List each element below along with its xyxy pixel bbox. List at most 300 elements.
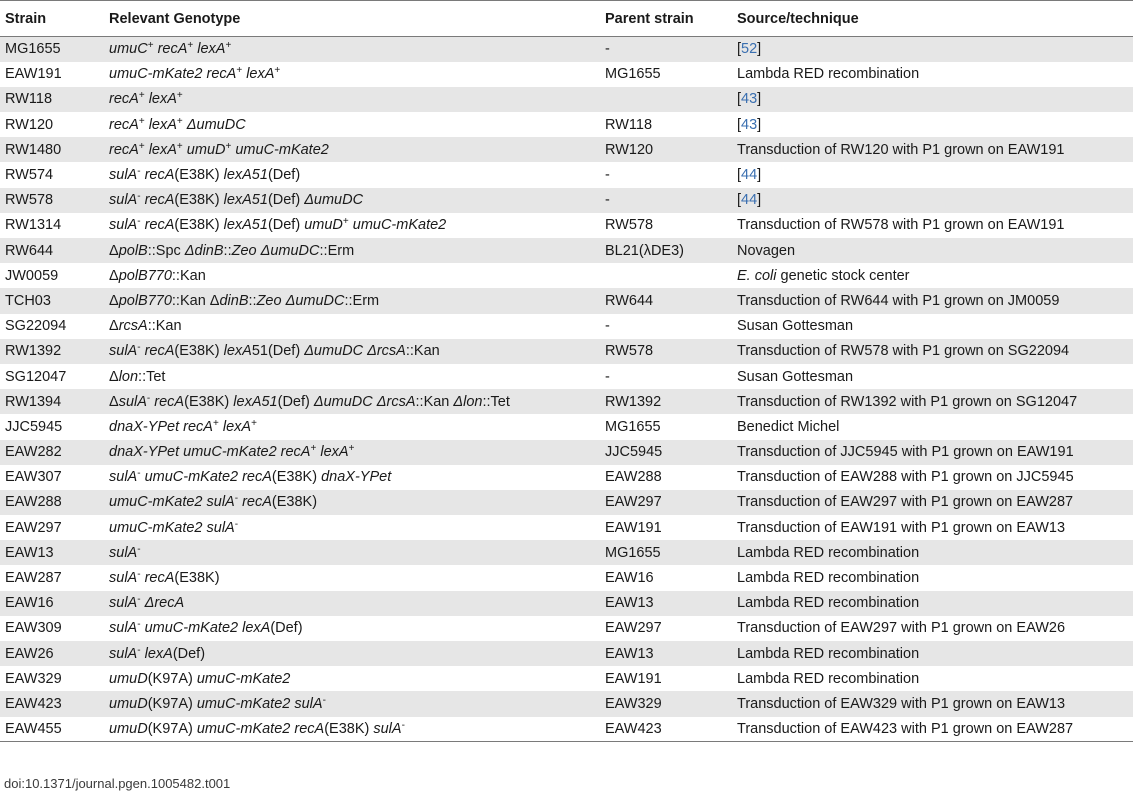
cell-genotype bbox=[104, 37, 600, 62]
text-run: Transduction of RW578 with P1 grown on SG22094 bbox=[737, 343, 1070, 360]
cell-source bbox=[732, 389, 1133, 414]
text-run: Δ bbox=[109, 242, 119, 259]
text-run: Δ bbox=[109, 318, 119, 335]
table-row bbox=[0, 263, 1133, 288]
cell-parent: EAW191 bbox=[605, 670, 662, 687]
text-run: Novagen bbox=[737, 242, 796, 259]
cell-genotype bbox=[104, 540, 600, 565]
text-run: Transduction of RW1392 with P1 grown on SG12047 bbox=[737, 393, 1078, 410]
italic-text: sulA bbox=[109, 595, 138, 612]
cell-genotype bbox=[104, 364, 600, 389]
text-run: Susan Gottesman bbox=[737, 368, 854, 385]
italic-text: sulA bbox=[109, 217, 138, 234]
italic-text: lexA bbox=[148, 116, 177, 133]
cell-strain: EAW282 bbox=[5, 444, 62, 461]
cell-source bbox=[732, 87, 1133, 112]
text-run: :: bbox=[248, 292, 257, 309]
text-run: Δ bbox=[109, 393, 119, 410]
table-row bbox=[0, 540, 1133, 565]
text-run: (Def) bbox=[267, 167, 301, 184]
superscript: + bbox=[212, 417, 219, 429]
text-run: Transduction of RW644 with P1 grown on JM0059 bbox=[737, 292, 1060, 309]
italic-text: umuC-mKate2 bbox=[235, 141, 329, 158]
text-run: ::Kan bbox=[147, 318, 182, 335]
cell-parent: EAW297 bbox=[605, 494, 662, 511]
cell-parent: RW578 bbox=[605, 217, 654, 234]
cell-parent: EAW13 bbox=[605, 595, 654, 612]
text-run: Δ bbox=[109, 368, 119, 385]
text-run: ] bbox=[757, 41, 762, 58]
text-run: Δ bbox=[109, 292, 119, 309]
cell-source bbox=[732, 188, 1133, 213]
italic-text: lexA51 bbox=[223, 192, 268, 209]
text-run: ::Spc bbox=[147, 242, 185, 259]
italic-text: umuC-mKate2 lexA bbox=[144, 620, 271, 637]
italic-text: ΔumuDC bbox=[304, 192, 364, 209]
text-run: (E38K) bbox=[271, 494, 318, 511]
cell-strain: JJC5945 bbox=[5, 418, 63, 435]
superscript: - bbox=[146, 392, 151, 404]
cell-strain: RW574 bbox=[5, 167, 54, 184]
cell-strain: RW644 bbox=[5, 242, 54, 259]
text-run: Transduction of JJC5945 with P1 grown on EAW191 bbox=[737, 444, 1074, 461]
cell-strain: RW1314 bbox=[5, 217, 62, 234]
reference-link[interactable]: 44 bbox=[741, 192, 758, 209]
text-run: ] bbox=[757, 116, 762, 133]
italic-text: umuC-mKate2 sulA bbox=[109, 519, 235, 536]
text-run: (K97A) bbox=[147, 695, 197, 712]
text-run: ::Kan bbox=[415, 393, 454, 410]
text-run: Δ bbox=[109, 267, 119, 284]
text-run: ] bbox=[757, 167, 762, 184]
table-row bbox=[0, 213, 1133, 238]
cell-genotype bbox=[104, 717, 600, 742]
cell-genotype bbox=[104, 238, 600, 263]
cell-strain: RW1394 bbox=[5, 393, 62, 410]
table-row bbox=[0, 188, 1133, 213]
italic-text: polB bbox=[118, 242, 148, 259]
italic-text: recA bbox=[144, 343, 175, 360]
superscript: - bbox=[234, 493, 239, 505]
text-run: ::Erm bbox=[344, 292, 380, 309]
text-run: Transduction of EAW288 with P1 grown on JJC5945 bbox=[737, 469, 1074, 486]
cell-source bbox=[732, 288, 1133, 313]
superscript: + bbox=[187, 40, 194, 52]
cell-strain: JW0059 bbox=[5, 267, 59, 284]
italic-text: recA bbox=[157, 41, 188, 58]
superscript: - bbox=[401, 719, 405, 731]
italic-text: recA bbox=[144, 217, 175, 234]
text-run: (K97A) bbox=[147, 720, 197, 737]
cell-genotype bbox=[104, 565, 600, 590]
cell-parent: - bbox=[605, 318, 610, 335]
text-run: Transduction of RW578 with P1 grown on EAW191 bbox=[737, 217, 1065, 234]
cell-parent: RW644 bbox=[605, 292, 654, 309]
italic-text: ΔrecA bbox=[144, 595, 185, 612]
text-run: Transduction of EAW329 with P1 grown on EAW13 bbox=[737, 695, 1066, 712]
superscript: - bbox=[234, 518, 239, 530]
text-run: (Def) bbox=[172, 645, 206, 662]
italic-text: lexA51 bbox=[233, 393, 278, 410]
cell-genotype bbox=[104, 666, 600, 691]
italic-text: umuD bbox=[109, 720, 148, 737]
text-run: ::Kan Δ bbox=[171, 292, 220, 309]
table-row bbox=[0, 717, 1133, 742]
italic-text: sulA bbox=[118, 393, 147, 410]
superscript: + bbox=[225, 140, 232, 152]
cell-source bbox=[732, 238, 1133, 263]
cell-genotype bbox=[104, 490, 600, 515]
text-run: Transduction of EAW191 with P1 grown on EAW13 bbox=[737, 519, 1066, 536]
table-row bbox=[0, 414, 1133, 439]
superscript: - bbox=[137, 166, 141, 178]
superscript: - bbox=[137, 619, 141, 631]
cell-genotype bbox=[104, 465, 600, 490]
italic-text: ΔumuDC ΔrcsA bbox=[304, 343, 406, 360]
text-run: [ bbox=[737, 192, 742, 209]
cell-genotype bbox=[104, 87, 600, 112]
cell-strain: EAW309 bbox=[5, 620, 62, 637]
text-run: Transduction of RW120 with P1 grown on EAW191 bbox=[737, 141, 1065, 158]
cell-source bbox=[732, 591, 1133, 616]
cell-parent: EAW423 bbox=[605, 720, 662, 737]
italic-text: polB770 bbox=[118, 292, 172, 309]
italic-text: umuC-mKate2 recA bbox=[144, 469, 272, 486]
italic-text: umuC-mKate2 bbox=[352, 217, 447, 234]
reference-link[interactable]: 43 bbox=[741, 116, 758, 133]
italic-text: umuD bbox=[109, 695, 148, 712]
text-run: ] bbox=[757, 91, 762, 108]
cell-parent: - bbox=[605, 192, 610, 209]
text-run: Susan Gottesman bbox=[737, 318, 854, 335]
superscript: + bbox=[138, 90, 145, 102]
italic-text: polB770 bbox=[118, 267, 172, 284]
italic-text: dnaX-YPet bbox=[321, 469, 392, 486]
cell-source bbox=[732, 162, 1133, 187]
cell-source bbox=[732, 364, 1133, 389]
header-source: Source/technique bbox=[737, 10, 859, 27]
italic-text: ΔdinB bbox=[184, 242, 224, 259]
table-row bbox=[0, 389, 1133, 414]
table-body bbox=[0, 37, 1133, 742]
superscript: - bbox=[137, 543, 141, 555]
text-run: (E38K) bbox=[174, 570, 220, 587]
table-row bbox=[0, 490, 1133, 515]
doi-caption: doi:10.1371/journal.pgen.1005482.t001 bbox=[4, 776, 231, 791]
cell-source bbox=[732, 490, 1133, 515]
cell-strain: EAW297 bbox=[5, 519, 62, 536]
table-row bbox=[0, 238, 1133, 263]
cell-genotype bbox=[104, 288, 600, 313]
cell-parent: MG1655 bbox=[605, 66, 661, 83]
superscript: + bbox=[138, 115, 145, 127]
text-run: Benedict Michel bbox=[737, 418, 840, 435]
cell-parent: EAW288 bbox=[605, 469, 662, 486]
header-genotype: Relevant Genotype bbox=[109, 10, 241, 27]
italic-text: E. coli bbox=[737, 267, 777, 284]
cell-source bbox=[732, 540, 1133, 565]
header-row bbox=[0, 1, 1133, 37]
superscript: + bbox=[236, 65, 243, 77]
italic-text: ΔumuDC ΔrcsA bbox=[313, 393, 416, 410]
cell-source bbox=[732, 666, 1133, 691]
cell-parent: - bbox=[605, 41, 610, 58]
cell-genotype bbox=[104, 440, 600, 465]
cell-strain: TCH03 bbox=[5, 292, 51, 309]
cell-parent bbox=[600, 263, 732, 288]
text-run: ::Tet bbox=[138, 368, 166, 385]
text-run: (E38K) bbox=[174, 217, 224, 234]
cell-genotype bbox=[104, 641, 600, 666]
italic-text: sulA bbox=[109, 620, 138, 637]
text-run: Lambda RED recombination bbox=[737, 645, 920, 662]
italic-text: umuC bbox=[109, 41, 148, 58]
table-row bbox=[0, 339, 1133, 364]
table-row bbox=[0, 162, 1133, 187]
text-run: [ bbox=[737, 167, 742, 184]
cell-strain: RW118 bbox=[5, 91, 53, 108]
reference-link[interactable]: 43 bbox=[741, 91, 758, 108]
italic-text: sulA bbox=[109, 167, 138, 184]
cell-strain: RW1392 bbox=[5, 343, 62, 360]
text-run: [ bbox=[737, 91, 742, 108]
text-run: ::Erm bbox=[319, 242, 355, 259]
cell-parent: EAW191 bbox=[605, 519, 662, 536]
text-run: ::Tet bbox=[482, 393, 510, 410]
superscript: - bbox=[137, 216, 141, 228]
italic-text: ΔumuDC bbox=[186, 116, 246, 133]
cell-strain: RW120 bbox=[5, 116, 54, 133]
cell-source bbox=[732, 213, 1133, 238]
text-run: (Def) bbox=[267, 217, 305, 234]
text-run: genetic stock center bbox=[776, 267, 910, 284]
cell-parent: RW1392 bbox=[605, 393, 662, 410]
text-run: (E38K) bbox=[324, 720, 374, 737]
italic-text: rcsA bbox=[118, 318, 148, 335]
cell-genotype bbox=[104, 314, 600, 339]
table-row bbox=[0, 112, 1133, 137]
text-run: Transduction of EAW297 with P1 grown on EAW287 bbox=[737, 494, 1074, 511]
italic-text: Zeo ΔumuDC bbox=[256, 292, 345, 309]
text-run: :: bbox=[223, 242, 232, 259]
cell-strain: MG1655 bbox=[5, 41, 61, 58]
superscript: + bbox=[342, 216, 349, 228]
italic-text: sulA bbox=[109, 192, 138, 209]
cell-parent: RW120 bbox=[605, 141, 654, 158]
cell-parent: - bbox=[605, 167, 610, 184]
superscript: + bbox=[274, 65, 281, 77]
cell-source bbox=[732, 37, 1133, 62]
cell-parent: MG1655 bbox=[605, 544, 661, 561]
cell-strain: EAW16 bbox=[5, 595, 54, 612]
superscript: - bbox=[137, 594, 141, 606]
cell-genotype bbox=[104, 188, 600, 213]
cell-strain: EAW13 bbox=[5, 544, 54, 561]
header-parent: Parent strain bbox=[605, 10, 694, 27]
superscript: + bbox=[176, 115, 183, 127]
italic-text: recA bbox=[144, 570, 175, 587]
cell-source bbox=[732, 616, 1133, 641]
text-run: Lambda RED recombination bbox=[737, 544, 920, 561]
cell-parent: JJC5945 bbox=[605, 444, 663, 461]
italic-text: recA bbox=[109, 116, 139, 133]
cell-source bbox=[732, 515, 1133, 540]
cell-source bbox=[732, 137, 1133, 162]
cell-genotype bbox=[104, 414, 600, 439]
cell-parent: RW118 bbox=[605, 116, 653, 133]
text-run: ::Kan bbox=[171, 267, 206, 284]
text-run: 51(Def) bbox=[251, 343, 305, 360]
cell-source bbox=[732, 314, 1133, 339]
italic-text: umuC-mKate2 recA bbox=[109, 66, 237, 83]
italic-text: dnaX-YPet recA bbox=[109, 418, 213, 435]
cell-parent: EAW16 bbox=[605, 570, 654, 587]
italic-text: lexA bbox=[148, 141, 177, 158]
cell-strain: EAW26 bbox=[5, 645, 54, 662]
italic-text: lexA bbox=[222, 418, 252, 435]
cell-parent bbox=[600, 87, 732, 112]
text-run: [ bbox=[737, 116, 742, 133]
cell-strain: RW578 bbox=[5, 192, 54, 209]
text-run: (Def) bbox=[267, 192, 305, 209]
cell-source bbox=[732, 641, 1133, 666]
italic-text: lexA bbox=[197, 41, 226, 58]
cell-strain: EAW287 bbox=[5, 570, 62, 587]
cell-strain: SG22094 bbox=[5, 318, 67, 335]
text-run: Transduction of EAW297 with P1 grown on EAW26 bbox=[737, 620, 1066, 637]
cell-strain: RW1480 bbox=[5, 141, 62, 158]
table-row bbox=[0, 565, 1133, 590]
text-run: (K97A) bbox=[147, 670, 197, 687]
italic-text: lexA bbox=[144, 645, 173, 662]
table-row bbox=[0, 465, 1133, 490]
italic-text: recA bbox=[154, 393, 185, 410]
reference-link[interactable]: 52 bbox=[741, 41, 758, 58]
cell-source bbox=[732, 565, 1133, 590]
italic-text: lexA bbox=[223, 343, 252, 360]
table-row bbox=[0, 515, 1133, 540]
cell-genotype bbox=[104, 616, 600, 641]
superscript: + bbox=[138, 140, 145, 152]
text-run: (Def) bbox=[270, 620, 303, 637]
table-row bbox=[0, 87, 1133, 112]
cell-strain: EAW191 bbox=[5, 66, 62, 83]
superscript: - bbox=[137, 468, 141, 480]
reference-link[interactable]: 44 bbox=[741, 167, 758, 184]
cell-genotype bbox=[104, 691, 600, 716]
table-row bbox=[0, 591, 1133, 616]
table-row bbox=[0, 440, 1133, 465]
cell-parent: RW578 bbox=[605, 343, 654, 360]
text-run: ::Kan bbox=[405, 343, 440, 360]
table-row bbox=[0, 666, 1133, 691]
cell-genotype bbox=[104, 591, 600, 616]
table-row bbox=[0, 62, 1133, 87]
italic-text: sulA bbox=[373, 720, 402, 737]
cell-source bbox=[732, 440, 1133, 465]
cell-parent: EAW329 bbox=[605, 695, 662, 712]
table-row bbox=[0, 137, 1133, 162]
superscript: + bbox=[176, 140, 183, 152]
cell-source bbox=[732, 263, 1133, 288]
superscript: - bbox=[137, 569, 141, 581]
text-run: Lambda RED recombination bbox=[737, 595, 920, 612]
italic-text: dnaX-YPet umuC-mKate2 recA bbox=[109, 444, 311, 461]
italic-text: lexA bbox=[320, 444, 349, 461]
text-run: (Def) bbox=[277, 393, 314, 410]
cell-source bbox=[732, 339, 1133, 364]
superscript: + bbox=[147, 40, 154, 52]
italic-text: umuC-mKate2 bbox=[196, 670, 291, 687]
cell-source bbox=[732, 465, 1133, 490]
italic-text: sulA bbox=[109, 570, 138, 587]
cell-parent: - bbox=[605, 368, 610, 385]
cell-source bbox=[732, 691, 1133, 716]
cell-genotype bbox=[104, 389, 600, 414]
text-run: Lambda RED recombination bbox=[737, 66, 920, 83]
italic-text: lexA51 bbox=[223, 217, 268, 234]
cell-genotype bbox=[104, 62, 600, 87]
italic-text: sulA bbox=[109, 645, 138, 662]
cell-strain: EAW455 bbox=[5, 720, 62, 737]
cell-source bbox=[732, 414, 1133, 439]
text-run: (E38K) bbox=[174, 343, 224, 360]
italic-text: sulA bbox=[109, 469, 138, 486]
italic-text: Δlon bbox=[453, 393, 483, 410]
superscript: + bbox=[251, 417, 257, 429]
cell-source bbox=[732, 112, 1133, 137]
cell-strain: EAW307 bbox=[5, 469, 62, 486]
table-row bbox=[0, 364, 1133, 389]
italic-text: lexA51 bbox=[223, 167, 268, 184]
italic-text: recA bbox=[144, 192, 175, 209]
italic-text: recA bbox=[109, 91, 139, 108]
superscript: - bbox=[322, 694, 326, 706]
text-run: Lambda RED recombination bbox=[737, 670, 920, 687]
cell-genotype bbox=[104, 213, 600, 238]
italic-text: umuD bbox=[186, 141, 226, 158]
table-row bbox=[0, 616, 1133, 641]
text-run: (E38K) bbox=[174, 192, 224, 209]
cell-parent: BL21(λDE3) bbox=[605, 242, 684, 259]
italic-text: Zeo ΔumuDC bbox=[231, 242, 320, 259]
italic-text: sulA bbox=[109, 544, 138, 561]
cell-parent: EAW13 bbox=[605, 645, 654, 662]
cell-parent: EAW297 bbox=[605, 620, 662, 637]
superscript: + bbox=[348, 443, 355, 455]
italic-text: umuC-mKate2 sulA bbox=[109, 494, 235, 511]
table-row bbox=[0, 37, 1133, 62]
italic-text: sulA bbox=[109, 343, 138, 360]
superscript: - bbox=[137, 644, 141, 656]
cell-genotype bbox=[104, 339, 600, 364]
superscript: - bbox=[137, 191, 141, 203]
cell-source bbox=[732, 62, 1133, 87]
cell-genotype bbox=[104, 263, 600, 288]
italic-text: lexA bbox=[148, 91, 177, 108]
table-row bbox=[0, 641, 1133, 666]
italic-text: lon bbox=[118, 368, 139, 385]
text-run: (E38K) bbox=[271, 469, 322, 486]
italic-text: umuC-mKate2 recA bbox=[196, 720, 325, 737]
cell-parent: MG1655 bbox=[605, 418, 661, 435]
text-run: Lambda RED recombination bbox=[737, 570, 920, 587]
superscript: + bbox=[176, 90, 183, 102]
table-row bbox=[0, 691, 1133, 716]
italic-text: recA bbox=[109, 141, 139, 158]
header-strain: Strain bbox=[5, 10, 47, 27]
cell-strain: EAW329 bbox=[5, 670, 62, 687]
